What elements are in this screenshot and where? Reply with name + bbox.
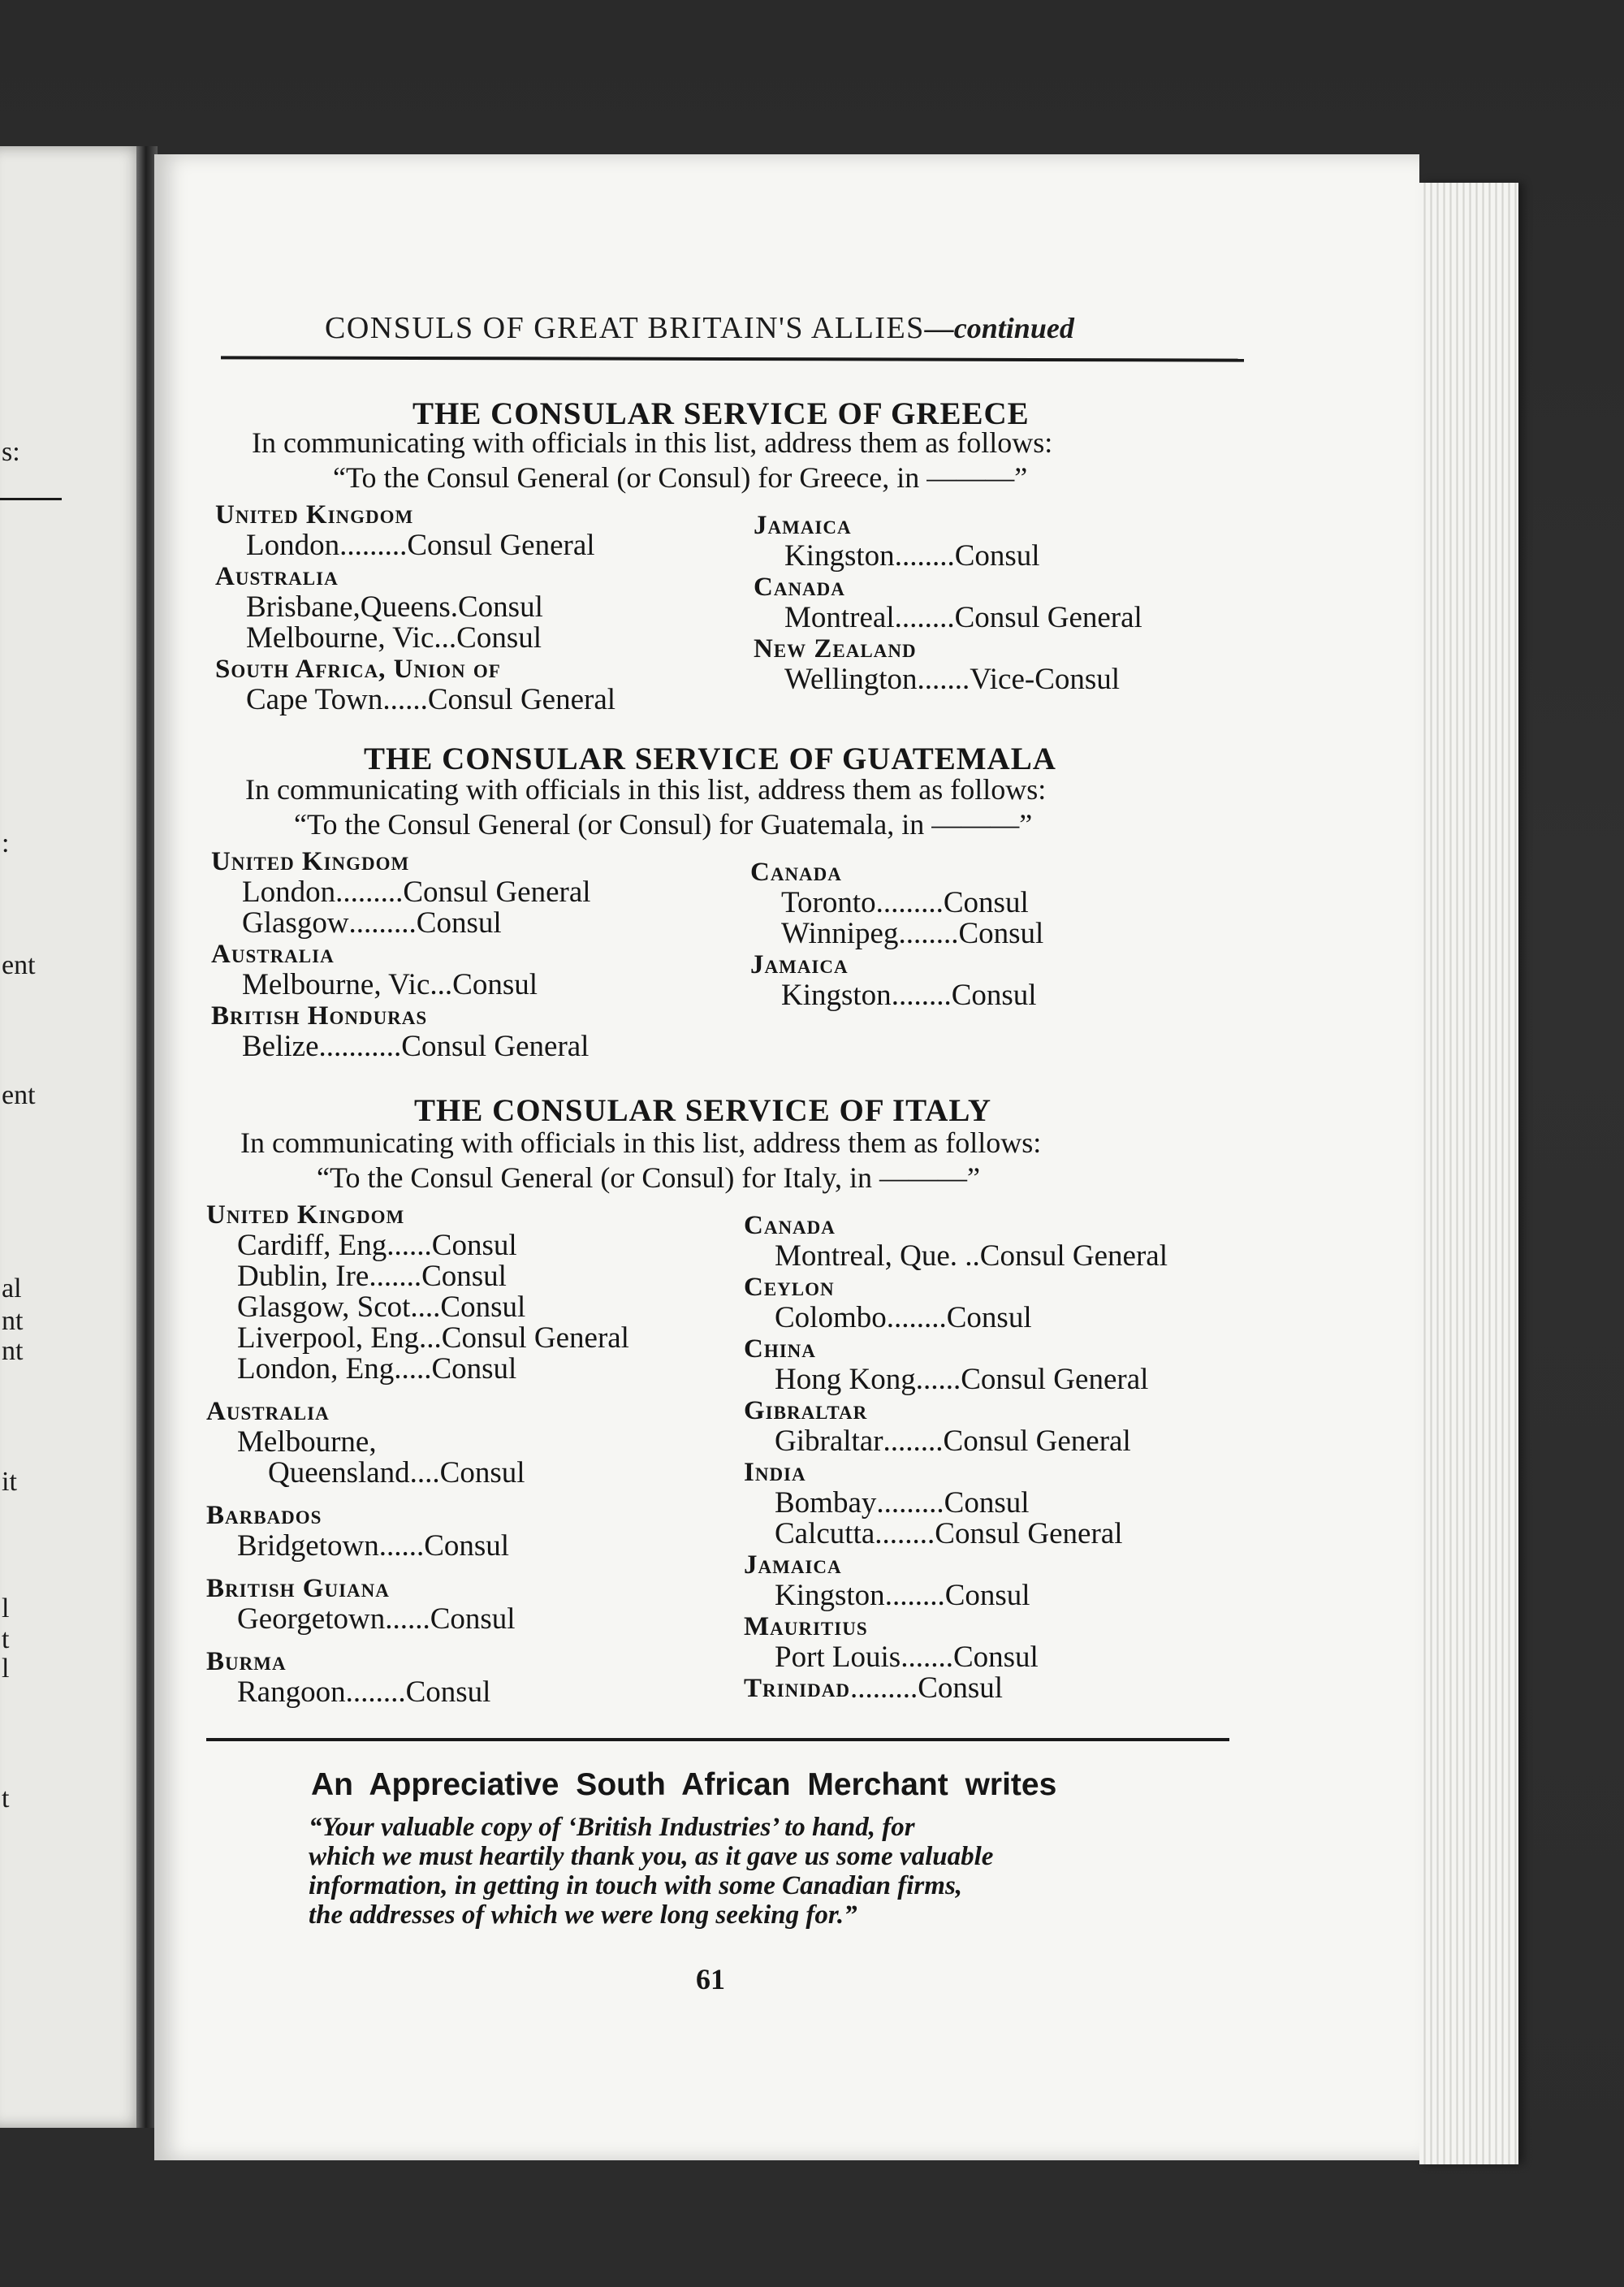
consulate-entry <box>211 970 706 1001</box>
consulate-column-left <box>215 499 710 715</box>
city-name: Cardiff, Eng <box>237 1229 387 1262</box>
leader-dots: ........ <box>898 919 959 949</box>
consulate-entry <box>206 1230 702 1261</box>
consulate-entry <box>744 1642 1239 1673</box>
city-name: Belize <box>242 1030 319 1063</box>
consulate-entry <box>206 1292 702 1323</box>
consul-rank: Consul <box>951 979 1037 1012</box>
consulate-entry <box>754 603 1249 633</box>
consul-rank: Consul <box>430 1602 516 1636</box>
leader-dots: ......... <box>339 530 408 561</box>
consulate-column-left <box>211 846 706 1062</box>
country-heading: New Zealand <box>754 634 917 664</box>
address-instruction: In communicating with officials in this list, address them as follows: <box>252 426 1053 459</box>
consulate-entry <box>744 1426 1239 1457</box>
group-gap <box>206 1635 702 1646</box>
country-heading: Jamaica <box>754 511 852 540</box>
city-name: Wellington <box>784 663 918 696</box>
country-heading: Canada <box>744 1211 836 1240</box>
leader-dots: ......... <box>849 1673 918 1704</box>
leader-dots: ........ <box>884 1580 945 1611</box>
consul-rank: Consul General <box>954 601 1142 634</box>
leader-dots: ........ <box>886 1303 947 1334</box>
city-name: Bridgetown <box>237 1529 379 1563</box>
running-header <box>325 310 1074 346</box>
consulate-entry <box>206 1677 702 1708</box>
consul-rank: Consul General <box>943 1425 1131 1458</box>
consulate-entry <box>215 685 710 715</box>
city-name: Melbourne, <box>237 1425 377 1459</box>
consulate-entry <box>206 1531 702 1562</box>
city-name: Winnipeg <box>781 917 899 950</box>
leader-dots: ........ <box>894 541 955 572</box>
country-heading: Australia <box>211 940 335 969</box>
leader-dots: ... <box>434 623 457 654</box>
leader-dots: ......... <box>875 888 944 919</box>
facing-page-fragment: l <box>2 1593 10 1623</box>
consul-rank: Vice-Consul <box>970 663 1121 696</box>
country-heading: Barbados <box>206 1501 322 1530</box>
consul-rank: Consul <box>954 539 1040 573</box>
group-gap <box>206 1385 702 1396</box>
page-number: 61 <box>696 1963 725 1995</box>
group-gap <box>206 1489 702 1500</box>
city-name: Port Louis <box>775 1641 901 1674</box>
section-title: THE CONSULAR SERVICE OF ITALY <box>414 1093 992 1128</box>
consulate-entry <box>211 908 706 939</box>
city-name: Queensland <box>268 1456 410 1489</box>
consul-rank: Consul General <box>403 875 591 909</box>
consulate-column-right <box>744 1210 1239 1704</box>
city-name: Melbourne, Vic <box>242 968 430 1001</box>
consul-rank: Consul General <box>401 1030 590 1063</box>
city-name: Liverpool, Eng <box>237 1321 420 1355</box>
leader-dots: ........ <box>891 980 952 1011</box>
consulate-entry <box>211 877 706 908</box>
consul-rank: Consul General <box>441 1321 629 1355</box>
leader-dots: ...... <box>378 1531 425 1562</box>
consul-rank: Consul <box>439 1456 525 1489</box>
consulate-entry <box>211 1031 706 1062</box>
header-title: CONSULS OF GREAT BRITAIN'S ALLIES <box>325 311 925 345</box>
address-instruction: In communicating with officials in this list, address them as follows: <box>240 1126 1042 1159</box>
address-form: “To the Consul General (or Consul) for Italy, in ———” <box>317 1161 980 1194</box>
leader-dots: ...... <box>387 1230 432 1261</box>
city-name: Rangoon <box>237 1675 346 1709</box>
leader-dots: ........... <box>318 1031 402 1062</box>
quote-line: “Your valuable copy of ‘British Industries’ to hand, for <box>309 1813 915 1842</box>
consulate-column-right <box>754 510 1249 695</box>
leader-dots: ...... <box>382 685 428 715</box>
country-heading: British Honduras <box>211 1001 428 1031</box>
leader-dots: .... <box>409 1458 440 1489</box>
leader-dots: ...... <box>385 1604 430 1635</box>
consulate-entry <box>744 1519 1239 1550</box>
leader-dots: .... <box>410 1292 441 1323</box>
city-name: Glasgow, Scot <box>237 1290 411 1324</box>
facing-page <box>0 146 148 2128</box>
city-name: London <box>246 529 340 562</box>
country-heading: China <box>744 1334 816 1364</box>
leader-dots: ......... <box>876 1488 944 1519</box>
section-title: THE CONSULAR SERVICE OF GUATEMALA <box>364 741 1056 776</box>
city-name: Montreal, Que <box>775 1239 950 1273</box>
city-name: London, Eng <box>237 1352 395 1386</box>
quote-line: which we must heartily thank you, as it gave us some valuable <box>309 1842 994 1871</box>
consulate-entry <box>744 1303 1239 1334</box>
country-heading: Ceylon <box>744 1273 835 1302</box>
facing-page-fragment: al <box>2 1273 22 1303</box>
city-name: Kingston <box>784 539 895 573</box>
country-heading: United Kingdom <box>211 847 410 876</box>
facing-page-fragment: nt <box>2 1306 24 1336</box>
city-name: Kingston <box>781 979 892 1012</box>
country-heading: India <box>744 1458 806 1487</box>
consul-rank: Consul <box>944 1579 1030 1612</box>
leader-dots: ..... <box>394 1354 432 1385</box>
city-name: London <box>242 875 336 909</box>
address-form: “To the Consul General (or Consul) for Guatemala, in ———” <box>294 808 1033 841</box>
consul-rank: Consul General <box>407 529 595 562</box>
leader-dots: ...... <box>915 1364 961 1395</box>
city-name: Montreal <box>784 601 895 634</box>
consul-rank: Consul <box>431 1229 517 1262</box>
merchant-quote <box>309 1813 1121 1930</box>
country-heading: Australia <box>206 1397 330 1426</box>
country-heading: Gibraltar <box>744 1396 868 1425</box>
consul-rank: Consul General <box>935 1517 1123 1550</box>
facing-page-fragment: it <box>2 1467 17 1497</box>
consul-rank: Consul <box>944 1486 1030 1520</box>
leader-dots: ....... <box>917 664 970 695</box>
country-heading: Trinidad <box>744 1674 850 1703</box>
leader-dots: ........ <box>894 603 955 633</box>
facing-page-rule <box>0 498 62 500</box>
consul-rank: Consul <box>943 886 1029 919</box>
group-gap <box>206 1562 702 1573</box>
consulate-entry <box>215 592 710 623</box>
country-heading: South Africa, Union of <box>215 655 501 684</box>
consulate-entry <box>206 1261 702 1292</box>
country-heading: Jamaica <box>750 950 849 979</box>
city-name: Gibraltar <box>775 1425 883 1458</box>
consul-rank: Consul <box>918 1671 1004 1705</box>
city-name: Toronto <box>781 886 876 919</box>
country-heading: Australia <box>215 562 339 591</box>
city-name: Hong Kong <box>775 1363 916 1396</box>
leader-dots: ....... <box>901 1642 953 1673</box>
consulate-entry <box>754 541 1249 572</box>
consul-rank: Consul <box>452 968 538 1001</box>
consulate-entry <box>744 1580 1239 1611</box>
consul-rank: Consul General <box>979 1239 1168 1273</box>
consul-rank: Consul <box>952 1641 1039 1674</box>
leader-dots: . .. <box>949 1241 980 1272</box>
consulate-entry <box>750 919 1246 949</box>
consulate-entry <box>750 980 1246 1011</box>
city-name: Melbourne, Vic <box>246 621 434 655</box>
quote-line: information, in getting in touch with some Canadian firms, <box>309 1871 963 1900</box>
consul-rank: Consul General <box>961 1363 1149 1396</box>
consulate-column-right <box>750 857 1246 1011</box>
facing-page-fragment: t <box>2 1624 10 1654</box>
section-end-rule <box>206 1738 1229 1741</box>
country-heading: British Guiana <box>206 1574 390 1603</box>
consul-rank: Consul <box>946 1301 1032 1334</box>
consulate-entry <box>215 530 710 561</box>
consul-rank: Consul <box>440 1290 526 1324</box>
leader-dots: ... <box>419 1323 442 1354</box>
city-name: Kingston <box>775 1579 885 1612</box>
consulate-entry <box>750 888 1246 919</box>
country-heading: United Kingdom <box>215 500 414 530</box>
leader-dots: ........ <box>883 1426 944 1457</box>
leader-dots: ........ <box>345 1677 406 1708</box>
country-heading: Burma <box>206 1647 287 1676</box>
country-heading: Mauritius <box>744 1612 868 1641</box>
facing-page-fragment: nt <box>2 1336 24 1366</box>
country-heading: Canada <box>750 858 842 887</box>
consul-rank: Consul <box>431 1352 517 1386</box>
facing-page-fragment: l <box>2 1654 10 1684</box>
city-name: Calcutta <box>775 1517 875 1550</box>
page-edges <box>1419 183 1518 2164</box>
facing-page-fragment: s: <box>2 437 20 467</box>
city-name: Bombay <box>775 1486 877 1520</box>
facing-page-fragment: : <box>2 828 10 858</box>
country-heading: United Kingdom <box>206 1200 405 1230</box>
facing-page-fragment: ent <box>2 1080 36 1110</box>
address-form: “To the Consul General (or Consul) for Greece, in ———” <box>333 461 1028 494</box>
consul-rank: Consul <box>405 1675 491 1709</box>
consulate-entry <box>744 1364 1239 1395</box>
leader-dots: ......... <box>348 908 417 939</box>
city-name: Dublin, Ire <box>237 1260 369 1293</box>
address-instruction: In communicating with officials in this list, address them as follows: <box>245 773 1047 806</box>
leader-dots: ... <box>430 970 453 1001</box>
consulate-entry <box>206 1427 702 1458</box>
consulate-entry <box>744 1241 1239 1272</box>
consulate-entry <box>206 1458 702 1489</box>
consulate-entry <box>206 1604 702 1635</box>
facing-page-fragment: ent <box>2 950 36 980</box>
consul-rank: Consul <box>421 1260 507 1293</box>
consulate-entry <box>215 623 710 654</box>
consul-rank: Consul General <box>427 683 616 716</box>
consul-rank: Consul <box>458 590 543 624</box>
consulate-entry <box>744 1488 1239 1519</box>
leader-dots: ........ <box>875 1519 935 1550</box>
leader-dots: ....... <box>369 1261 422 1292</box>
consul-rank: Consul <box>456 621 542 655</box>
consul-rank: Consul <box>424 1529 510 1563</box>
country-heading: Jamaica <box>744 1550 842 1580</box>
merchant-heading: An Appreciative South African Merchant writes <box>311 1767 1057 1802</box>
leader-dots: ......... <box>335 877 404 908</box>
quote-line: the addresses of which we were long seeking for.” <box>309 1900 857 1930</box>
section-title: THE CONSULAR SERVICE OF GREECE <box>412 396 1030 431</box>
city-name: Cape Town <box>246 683 383 716</box>
consulate-column-left <box>206 1200 702 1708</box>
consulate-entry <box>206 1354 702 1385</box>
city-name: Glasgow <box>242 906 349 940</box>
city-name: Brisbane,Queens. <box>246 590 458 624</box>
consul-rank: Consul <box>416 906 502 940</box>
consul-rank: Consul <box>958 917 1044 950</box>
consulate-entry <box>754 664 1249 695</box>
country-heading: Canada <box>754 573 845 602</box>
city-name: Georgetown <box>237 1602 386 1636</box>
facing-page-fragment: t <box>2 1783 10 1814</box>
city-name: Colombo <box>775 1301 887 1334</box>
header-continued: —continued <box>924 312 1074 344</box>
consulate-entry <box>206 1323 702 1354</box>
consulate-entry <box>744 1673 1239 1704</box>
